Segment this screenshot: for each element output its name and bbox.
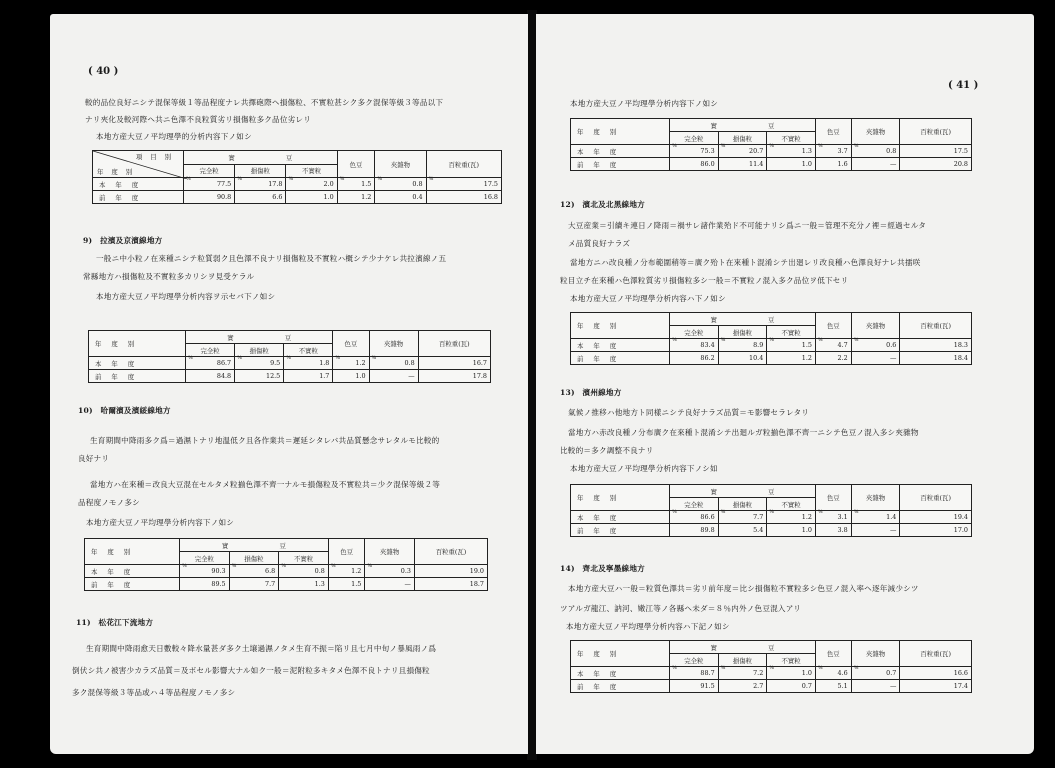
col-header: 色豆: [815, 313, 851, 339]
text-line: ツアルガ龍江、訥河、嫩江等ノ各縣ヘ未ダ＝８％内外ノ色豆混入アリ: [560, 604, 801, 613]
cell: % 88.7: [670, 667, 719, 680]
cell: 2.2: [815, 352, 851, 365]
row-label: 前年度: [89, 370, 186, 383]
cell: 1.3: [279, 578, 329, 591]
text-line: 粒目立チ在來種ハ色澤粒質劣リ損傷粒多シ一般＝不實粒ノ混入多ク品位ヲ低下セリ: [560, 276, 849, 285]
cell: % 1.0: [767, 667, 816, 680]
col-header: 損傷粒: [229, 552, 279, 565]
row-label: 本年度: [93, 178, 184, 191]
cell: % 1.3: [767, 145, 816, 158]
cell: 1.0: [767, 524, 816, 537]
cell: % 0.8: [851, 145, 900, 158]
section-heading: 11) 松花江下流地方: [76, 618, 154, 627]
col-header: 完全粒: [670, 498, 719, 511]
row-label: 前年度: [571, 524, 670, 537]
text-line: 本地方産大豆ノ平均理學分析内容下ノシ如: [570, 464, 718, 473]
cell: % 0.7: [851, 667, 900, 680]
cell: 17.4: [900, 680, 972, 693]
cell: 19.0: [414, 565, 487, 578]
row-label: 本年度: [85, 565, 180, 578]
cell: % 8.9: [718, 339, 767, 352]
col-header: 色豆: [815, 641, 851, 667]
cell: % 86.6: [670, 511, 719, 524]
text-line: 當地方ハ在來種＝改良大豆混在セルタメ粒揃色澤不齊一ナルモ損傷粒及不實粒共＝少ク混保等級２等: [90, 480, 441, 489]
table-row: [571, 158, 972, 171]
cell: 5.4: [718, 524, 767, 537]
col-header: 完全粒: [184, 164, 235, 178]
text-line: 大豆産業＝引續キ連日ノ降雨＝禍サレ諸作業殆ド不可能ナリシ爲ニ一般＝管理不充分ノ裡＝經過セルタ: [568, 221, 927, 230]
col-header: 損傷粒: [235, 344, 284, 357]
cell: % 3.1: [815, 511, 851, 524]
table-corner: 年度別: [571, 313, 670, 339]
col-header: 夾雜物: [851, 313, 900, 339]
cell: 1.0: [333, 370, 369, 383]
row-label: 前年度: [85, 578, 180, 591]
col-header: 色豆: [333, 331, 369, 357]
cell: 89.8: [670, 524, 719, 537]
table-corner: 年度別: [89, 331, 186, 357]
cell: % 1.5: [767, 339, 816, 352]
cell: 1.6: [815, 158, 851, 171]
text-line: 本地方産大豆ノ平均理學分析内容ハ下ノ如シ: [570, 294, 726, 303]
cell: 1.5: [328, 578, 365, 591]
table-group-header: 實 豆: [670, 485, 816, 498]
section-heading: 10) 哈爾濱及濱綏線地方: [78, 406, 171, 415]
cell: % 4.6: [815, 667, 851, 680]
analysis-table-6: [570, 484, 972, 537]
text-line: 一般ニ中小粒ノ在來種ニシテ粒質弱ク且色澤不良ナリ損傷粒及不實粒ハ概シテ少ナケレ共拉濱線ノ五: [96, 254, 447, 263]
cell: % 7.7: [718, 511, 767, 524]
cell: —: [365, 578, 415, 591]
cell: % 1.4: [851, 511, 900, 524]
cell: 20.8: [900, 158, 972, 171]
table-group-header: 實 豆: [670, 641, 816, 654]
cell: 17.8: [418, 370, 490, 383]
cell: % 1.8: [284, 357, 333, 370]
cell: % 2.0: [286, 178, 337, 191]
text-line: 多ク混保等級３等品或ハ４等品程度ノモノ多シ: [72, 688, 236, 697]
cell: % 0.8: [369, 357, 418, 370]
col-header: 百粒重(瓦): [414, 539, 487, 565]
analysis-table-7: [570, 640, 972, 693]
text-line: 良好ナリ: [78, 454, 110, 463]
col-header: 完全粒: [670, 326, 719, 339]
cell: 7.7: [229, 578, 279, 591]
cell: % 1.5: [337, 178, 375, 191]
text-line: ナリ夾化及較河際ヘ共ニ色澤不良粒質劣リ損傷粒多ク品位劣レリ: [85, 115, 312, 124]
col-header: 色豆: [815, 119, 851, 145]
col-header: 百粒重(瓦): [900, 641, 972, 667]
table-corner: 年度別: [85, 539, 180, 565]
table-row: [571, 680, 972, 693]
cell: 6.6: [235, 191, 286, 204]
section-heading: 9) 拉濱及京濱線地方: [83, 236, 163, 245]
cell: % 6.8: [229, 565, 279, 578]
table-row: [571, 339, 972, 352]
cell: % 9.5: [235, 357, 284, 370]
cell: 1.7: [284, 370, 333, 383]
cell: 3.8: [815, 524, 851, 537]
cell: % 1.2: [767, 511, 816, 524]
cell: 1.2: [337, 191, 375, 204]
table-corner: 年度別: [571, 485, 670, 511]
text-line: 本地方産大豆ノ平均理學分析内容ハ下記ノ如シ: [566, 622, 730, 631]
col-header: 完全粒: [670, 654, 719, 667]
text-line: メ品質良好ナラズ: [568, 239, 631, 248]
cell: % 17.8: [235, 178, 286, 191]
cell: % 77.5: [184, 178, 235, 191]
cell: 16.7: [418, 357, 490, 370]
cell: % 0.6: [851, 339, 900, 352]
section-heading: 12) 濱北及北黑線地方: [560, 200, 645, 209]
text-line: 本地方産大豆ノ平均理學分析内容ヲ示セバ下ノ如シ: [96, 292, 276, 301]
analysis-table-2: [88, 330, 491, 383]
cell: 18.4: [900, 352, 972, 365]
row-label: 本年度: [571, 145, 670, 158]
col-header: 完全粒: [670, 132, 719, 145]
col-header: 色豆: [815, 485, 851, 511]
text-line: 氣候ノ推移ハ他地方ト同樣ニシテ良好ナラズ品質＝モ影響セラレタリ: [568, 408, 810, 417]
text-line: 本地方産大豆ノ平均理學的分析内容下ノ如シ: [96, 132, 252, 141]
row-label: 本年度: [89, 357, 186, 370]
cell: 90.8: [184, 191, 235, 204]
text-line: 倒伏シ共ノ被害少カラズ品質＝及ボセル影響大ナル如ク一般＝泥附粒多キタメ色澤不良トナリ且損傷粒: [72, 666, 430, 675]
cell: 11.4: [718, 158, 767, 171]
text-line: 生育期間中降雨多ク爲＝過濕トナリ地温低ク且各作業共＝遲延シタレバ共品質懸念サレタルモ比較的: [90, 436, 440, 445]
row-label: 前年度: [571, 680, 670, 693]
cell: % 4.7: [815, 339, 851, 352]
text-line: 本地方産大豆ハ一般＝粒質色澤共＝劣リ前年度＝比シ損傷粒不實粒多シ色豆ノ混入率ヘ逐年減少シツ: [568, 584, 919, 593]
text-line: 比較的＝多ク調整不良ナリ: [560, 446, 654, 455]
cell: —: [851, 680, 900, 693]
cell: 12.5: [235, 370, 284, 383]
col-header: 夾雜物: [851, 485, 900, 511]
page-number: ( 41 ): [948, 80, 979, 91]
table-row: [89, 357, 491, 370]
cell: % 0.8: [375, 178, 426, 191]
cell: % 1.2: [333, 357, 369, 370]
section-heading: 14) 齊北及寧墨線地方: [560, 564, 645, 573]
cell: 91.5: [670, 680, 719, 693]
cell: 19.4: [900, 511, 972, 524]
table-group-header: 實 豆: [180, 539, 329, 552]
cell: % 90.3: [180, 565, 230, 578]
cell: 1.0: [286, 191, 337, 204]
table-group-header: 實 豆: [670, 119, 816, 132]
cell: % 7.2: [718, 667, 767, 680]
table-group-header: 實 豆: [184, 151, 338, 165]
col-header: 色豆: [328, 539, 365, 565]
table-row: [571, 524, 972, 537]
right-page: [536, 14, 1034, 754]
cell: 86.2: [670, 352, 719, 365]
cell: 10.4: [718, 352, 767, 365]
col-header: 損傷粒: [235, 164, 286, 178]
cell: 1.2: [767, 352, 816, 365]
col-header: 不實粒: [767, 654, 816, 667]
cell: 0.7: [767, 680, 816, 693]
page-number: ( 40 ): [88, 66, 119, 77]
cell: 1.0: [767, 158, 816, 171]
table-corner: 項目別 年度別: [93, 151, 184, 178]
cell: 18.7: [414, 578, 487, 591]
text-line: 當地方ニハ改良種ノ分布範圍稍等＝廣ク殆ト在來種ト混淆シテ出廻レリ改良種ハ色澤良好ナレ共擂咲: [570, 258, 921, 267]
col-header: 不實粒: [279, 552, 329, 565]
cell: 89.5: [180, 578, 230, 591]
cell: —: [851, 158, 900, 171]
table-corner: 年度別: [571, 119, 670, 145]
row-label: 前年度: [93, 191, 184, 204]
table-group-header: 實 豆: [670, 313, 816, 326]
cell: % 86.7: [186, 357, 235, 370]
col-header: 百粒重(瓦): [900, 313, 972, 339]
cell: 2.7: [718, 680, 767, 693]
table-row: [571, 145, 972, 158]
analysis-table-4: [570, 118, 972, 171]
table-row: [571, 667, 972, 680]
col-header: 百粒重(瓦): [900, 119, 972, 145]
col-header: 完全粒: [186, 344, 235, 357]
row-label: 前年度: [571, 158, 670, 171]
col-header: 百粒重(瓦): [418, 331, 490, 357]
col-header: 夾雜物: [369, 331, 418, 357]
row-label: 本年度: [571, 339, 670, 352]
col-header: 不實粒: [767, 498, 816, 511]
col-header: 不實粒: [767, 326, 816, 339]
cell: 84.8: [186, 370, 235, 383]
text-line: 當地方ハ赤改良種ノ分布廣ク在來種ト混淆シテ出廻ルガ粒揃色澤不齊一ニシテ色豆ノ混入多シ夾雜物: [568, 428, 919, 437]
cell: % 0.8: [279, 565, 329, 578]
table-row: [93, 191, 502, 204]
cell: 17.5: [900, 145, 972, 158]
analysis-table-3: [84, 538, 488, 591]
cell: % 0.3: [365, 565, 415, 578]
text-line: 常縣地方ハ損傷粒及不實粒多カリシヲ見受ケラル: [83, 272, 255, 281]
text-line: 生育期間中降雨愈天日數較々降水量甚ダ多ク土壌過濕ノタメ生育不振＝陷リ且七月中旬ノ暴風雨ノ爲: [86, 644, 437, 653]
cell: 0.4: [375, 191, 426, 204]
col-header: 完全粒: [180, 552, 230, 565]
left-page: [50, 14, 528, 754]
col-header: 夾雜物: [851, 641, 900, 667]
col-header: 不實粒: [286, 164, 337, 178]
col-header: 百粒重(瓦): [426, 151, 501, 178]
row-label: 本年度: [571, 667, 670, 680]
cell: % 3.7: [815, 145, 851, 158]
row-label: 前年度: [571, 352, 670, 365]
cell: 16.8: [426, 191, 501, 204]
section-heading: 13) 濱州線地方: [560, 388, 622, 397]
col-header: 百粒重(瓦): [900, 485, 972, 511]
cell: % 20.7: [718, 145, 767, 158]
cell: —: [369, 370, 418, 383]
col-header: 不實粒: [284, 344, 333, 357]
cell: 5.1: [815, 680, 851, 693]
table-row: [93, 178, 502, 191]
col-header: 損傷粒: [718, 326, 767, 339]
table-row: [89, 370, 491, 383]
cell: 16.6: [900, 667, 972, 680]
col-header: 損傷粒: [718, 498, 767, 511]
table-row: [571, 511, 972, 524]
col-header: 夾雜物: [851, 119, 900, 145]
cell: —: [851, 524, 900, 537]
text-line: 品程度ノモノ多シ: [78, 498, 140, 507]
cell: % 1.2: [328, 565, 365, 578]
analysis-table-5: [570, 312, 972, 365]
col-header: 夾雜物: [365, 539, 415, 565]
cell: 17.0: [900, 524, 972, 537]
analysis-table-1: [92, 150, 502, 204]
table-group-header: 實 豆: [186, 331, 333, 344]
cell: % 75.3: [670, 145, 719, 158]
text-line: 較的品位良好ニシテ混保等級１等品程度ナレ共擇砲際ヘ損傷粒、不實粒甚シク多ク混保等級３等品以下: [85, 98, 444, 107]
col-header: 不實粒: [767, 132, 816, 145]
cell: 86.0: [670, 158, 719, 171]
col-header: 損傷粒: [718, 132, 767, 145]
cell: 18.3: [900, 339, 972, 352]
table-corner: 年度別: [571, 641, 670, 667]
row-label: 本年度: [571, 511, 670, 524]
col-header: 色豆: [337, 151, 375, 178]
col-header: 夾雜物: [375, 151, 426, 178]
cell: —: [851, 352, 900, 365]
col-header: 損傷粒: [718, 654, 767, 667]
text-line: 本地方産大豆ノ平均理學分析内容下ノ如シ: [86, 518, 235, 527]
text-line: 本地方産大豆ノ平均理學分析内容下ノ如シ: [570, 99, 719, 108]
cell: % 83.4: [670, 339, 719, 352]
table-row: [85, 578, 488, 591]
table-row: [85, 565, 488, 578]
cell: % 17.5: [426, 178, 501, 191]
table-row: [571, 352, 972, 365]
